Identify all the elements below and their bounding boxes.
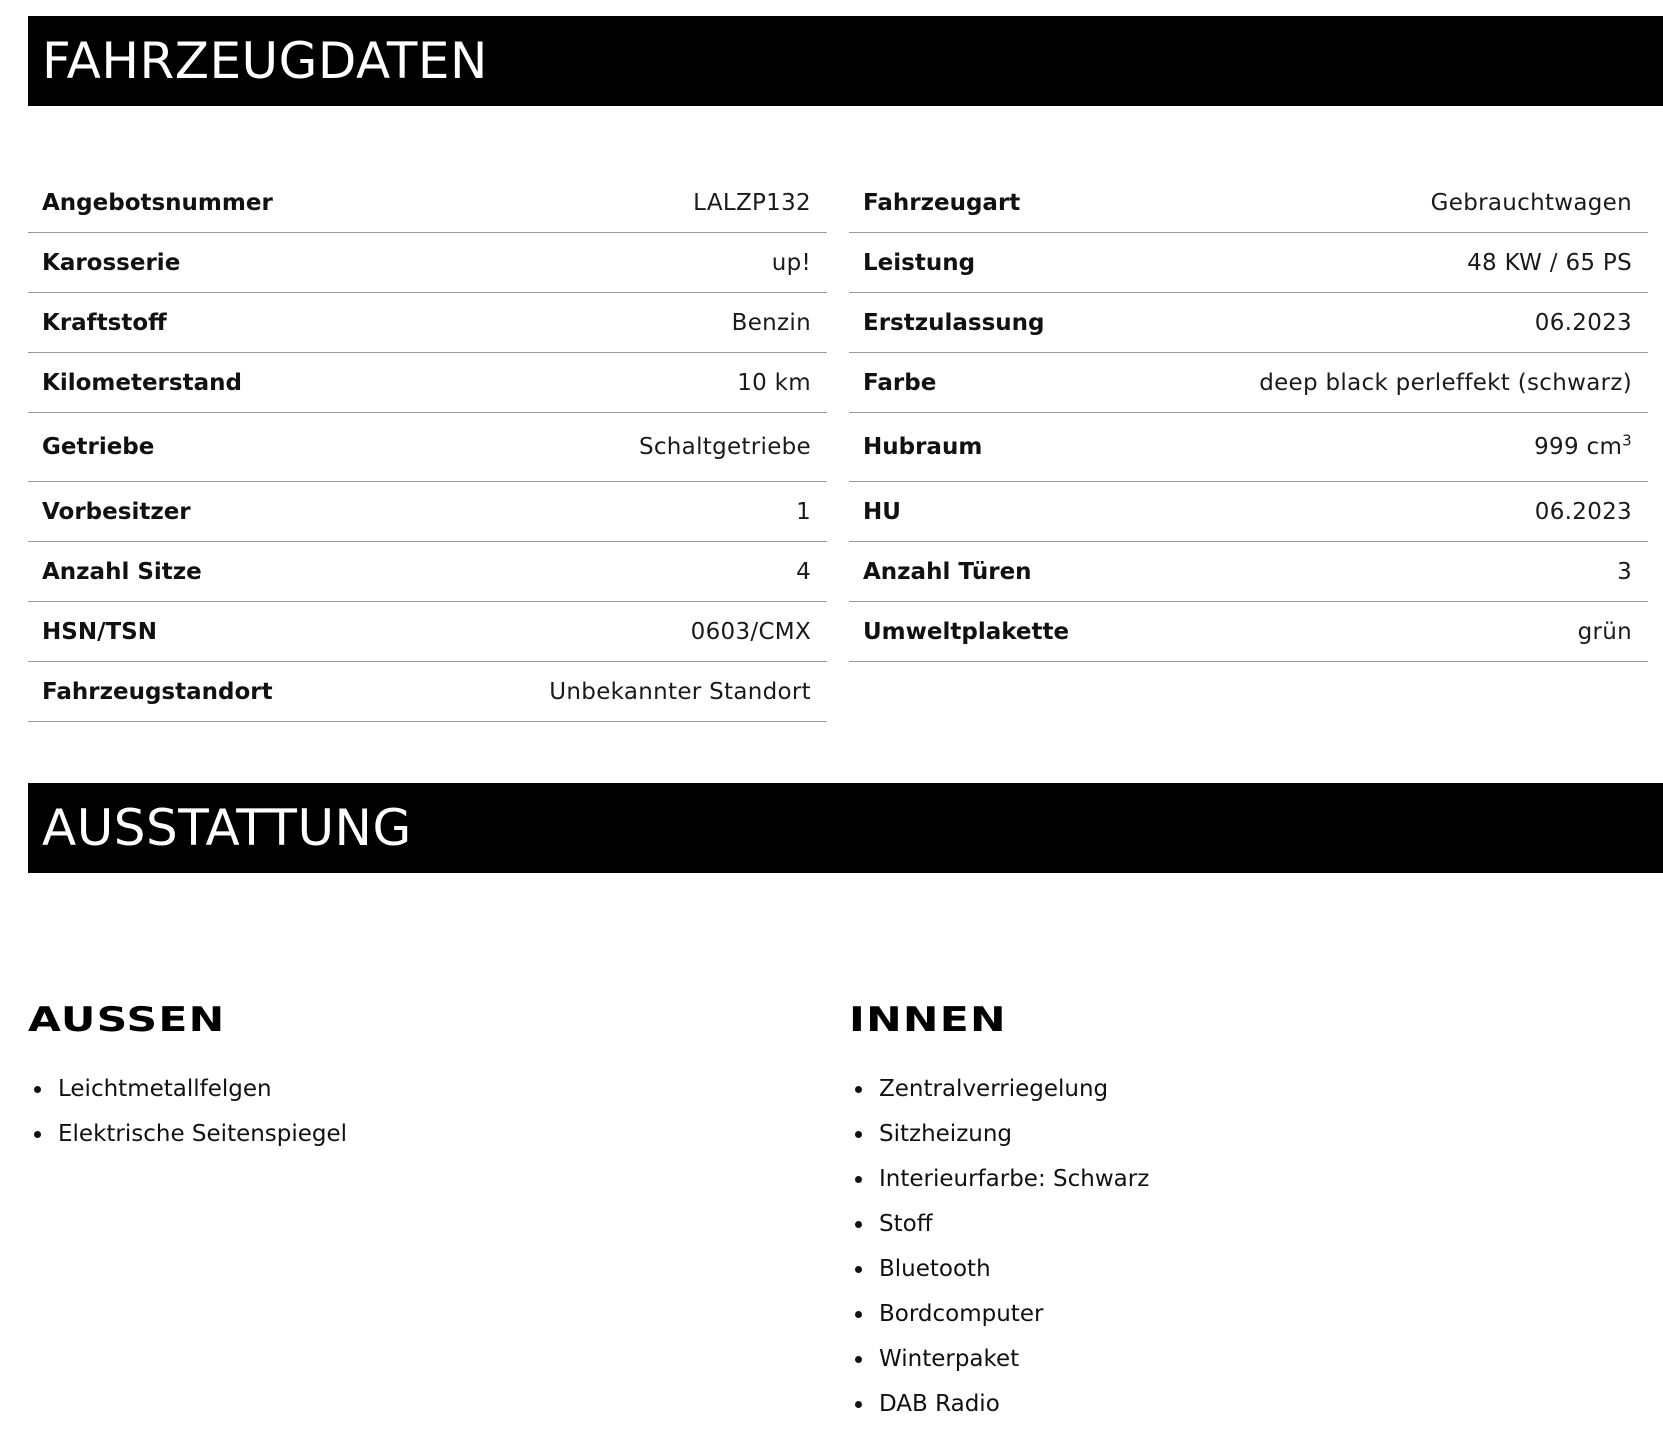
spec-value: 1 <box>796 498 811 525</box>
list-item-label: Bordcomputer <box>879 1301 1044 1327</box>
list-item <box>855 1382 1149 1427</box>
spec-value: 06.2023 <box>1534 309 1632 336</box>
spec-row-vorbesitzer <box>28 482 827 542</box>
bullet-icon <box>855 1356 862 1363</box>
spec-label: Umweltplakette <box>863 618 1070 645</box>
bullet-icon <box>855 1266 862 1273</box>
spec-label: Farbe <box>863 369 937 396</box>
spec-value: Schaltgetriebe <box>638 434 811 460</box>
spec-label: Getriebe <box>42 434 155 460</box>
spec-label: Angebotsnummer <box>42 189 273 216</box>
spec-row-umweltplakette <box>849 602 1648 662</box>
spec-row-anzahl-tueren <box>849 542 1648 602</box>
spec-value: 10 km <box>737 369 811 396</box>
list-item-label: DAB Radio <box>879 1391 1000 1417</box>
spec-row-kilometerstand <box>28 353 827 413</box>
bullet-icon <box>34 1086 41 1093</box>
spec-value: Gebrauchtwagen <box>1430 189 1632 216</box>
spec-value: 999 cm <box>1534 434 1623 460</box>
list-item-label: Leichtmetallfelgen <box>58 1076 272 1102</box>
section-title-ausstattung: AUSSTATTUNG <box>42 799 412 857</box>
spec-label: Vorbesitzer <box>42 498 191 525</box>
spec-value: 3 <box>1617 558 1632 585</box>
bullet-icon <box>855 1311 862 1318</box>
list-item-label: Elektrische Seitenspiegel <box>58 1121 348 1147</box>
list-item <box>855 1292 1149 1337</box>
list-item <box>855 1112 1149 1157</box>
spec-row-fahrzeugstandort <box>28 662 827 722</box>
spec-row-hsn-tsn <box>28 602 827 662</box>
spec-value: deep black perleffekt (schwarz) <box>1259 369 1632 396</box>
spec-value: 48 KW / 65 PS <box>1467 249 1632 276</box>
spec-label: Leistung <box>863 249 976 276</box>
section-title-fahrzeugdaten: FAHRZEUGDATEN <box>42 32 488 90</box>
spec-label: Kraftstoff <box>42 309 167 336</box>
spec-label: Anzahl Sitze <box>42 558 202 585</box>
spec-value: LALZP132 <box>693 189 811 216</box>
spec-value: 4 <box>796 558 811 585</box>
bullet-icon <box>855 1176 862 1183</box>
list-item <box>855 1202 1149 1247</box>
bullet-icon <box>855 1221 862 1228</box>
spec-value: 0603/CMX <box>690 618 811 645</box>
spec-row-getriebe <box>28 413 827 482</box>
spec-label: HU <box>863 498 901 525</box>
spec-value-hubraum <box>1534 431 1632 460</box>
bullet-icon <box>855 1086 862 1093</box>
list-item-label: Interieurfarbe: Schwarz <box>879 1166 1150 1192</box>
spec-label: HSN/TSN <box>42 618 157 645</box>
bullet-icon <box>855 1401 862 1408</box>
equipment-list-aussen <box>34 1067 347 1157</box>
list-item-label: Sitzheizung <box>879 1121 1013 1147</box>
spec-label: Fahrzeugart <box>863 189 1021 216</box>
vehicle-specs-right-column <box>849 173 1648 662</box>
equipment-list-innen <box>855 1067 1149 1427</box>
spec-row-angebotsnummer <box>28 173 827 233</box>
list-item <box>34 1112 347 1157</box>
spec-value: Unbekannter Standort <box>549 678 811 705</box>
spec-value: 06.2023 <box>1534 498 1632 525</box>
equipment-heading-innen: INNEN <box>849 1000 1007 1040</box>
spec-label: Kilometerstand <box>42 369 242 396</box>
list-item-label: Zentralverriegelung <box>879 1076 1109 1102</box>
bullet-icon <box>855 1131 862 1138</box>
section-banner-fahrzeugdaten <box>28 16 1663 106</box>
spec-value: Benzin <box>731 309 811 336</box>
spec-row-farbe <box>849 353 1648 413</box>
bullet-icon <box>34 1131 41 1138</box>
spec-label: Erstzulassung <box>863 309 1045 336</box>
section-banner-ausstattung <box>28 783 1663 873</box>
list-item <box>855 1157 1149 1202</box>
equipment-heading-aussen: AUSSEN <box>28 1000 226 1040</box>
spec-label: Anzahl Türen <box>863 558 1032 585</box>
list-item <box>855 1337 1149 1382</box>
spec-row-kraftstoff <box>28 293 827 353</box>
spec-row-fahrzeugart <box>849 173 1648 233</box>
spec-label: Hubraum <box>863 434 983 460</box>
spec-row-anzahl-sitze <box>28 542 827 602</box>
spec-row-erstzulassung <box>849 293 1648 353</box>
list-item <box>34 1067 347 1112</box>
unit-superscript: 3 <box>1622 431 1632 450</box>
spec-value: up! <box>771 249 811 276</box>
list-item-label: Bluetooth <box>879 1256 991 1282</box>
vehicle-specs-left-column <box>28 173 827 722</box>
spec-row-hubraum <box>849 413 1648 482</box>
spec-label: Karosserie <box>42 249 181 276</box>
spec-row-karosserie <box>28 233 827 293</box>
list-item <box>855 1247 1149 1292</box>
spec-row-hu <box>849 482 1648 542</box>
spec-row-leistung <box>849 233 1648 293</box>
spec-value: grün <box>1577 618 1632 645</box>
spec-label: Fahrzeugstandort <box>42 678 273 705</box>
list-item <box>855 1067 1149 1112</box>
list-item-label: Stoff <box>879 1211 933 1237</box>
list-item-label: Winterpaket <box>879 1346 1020 1372</box>
